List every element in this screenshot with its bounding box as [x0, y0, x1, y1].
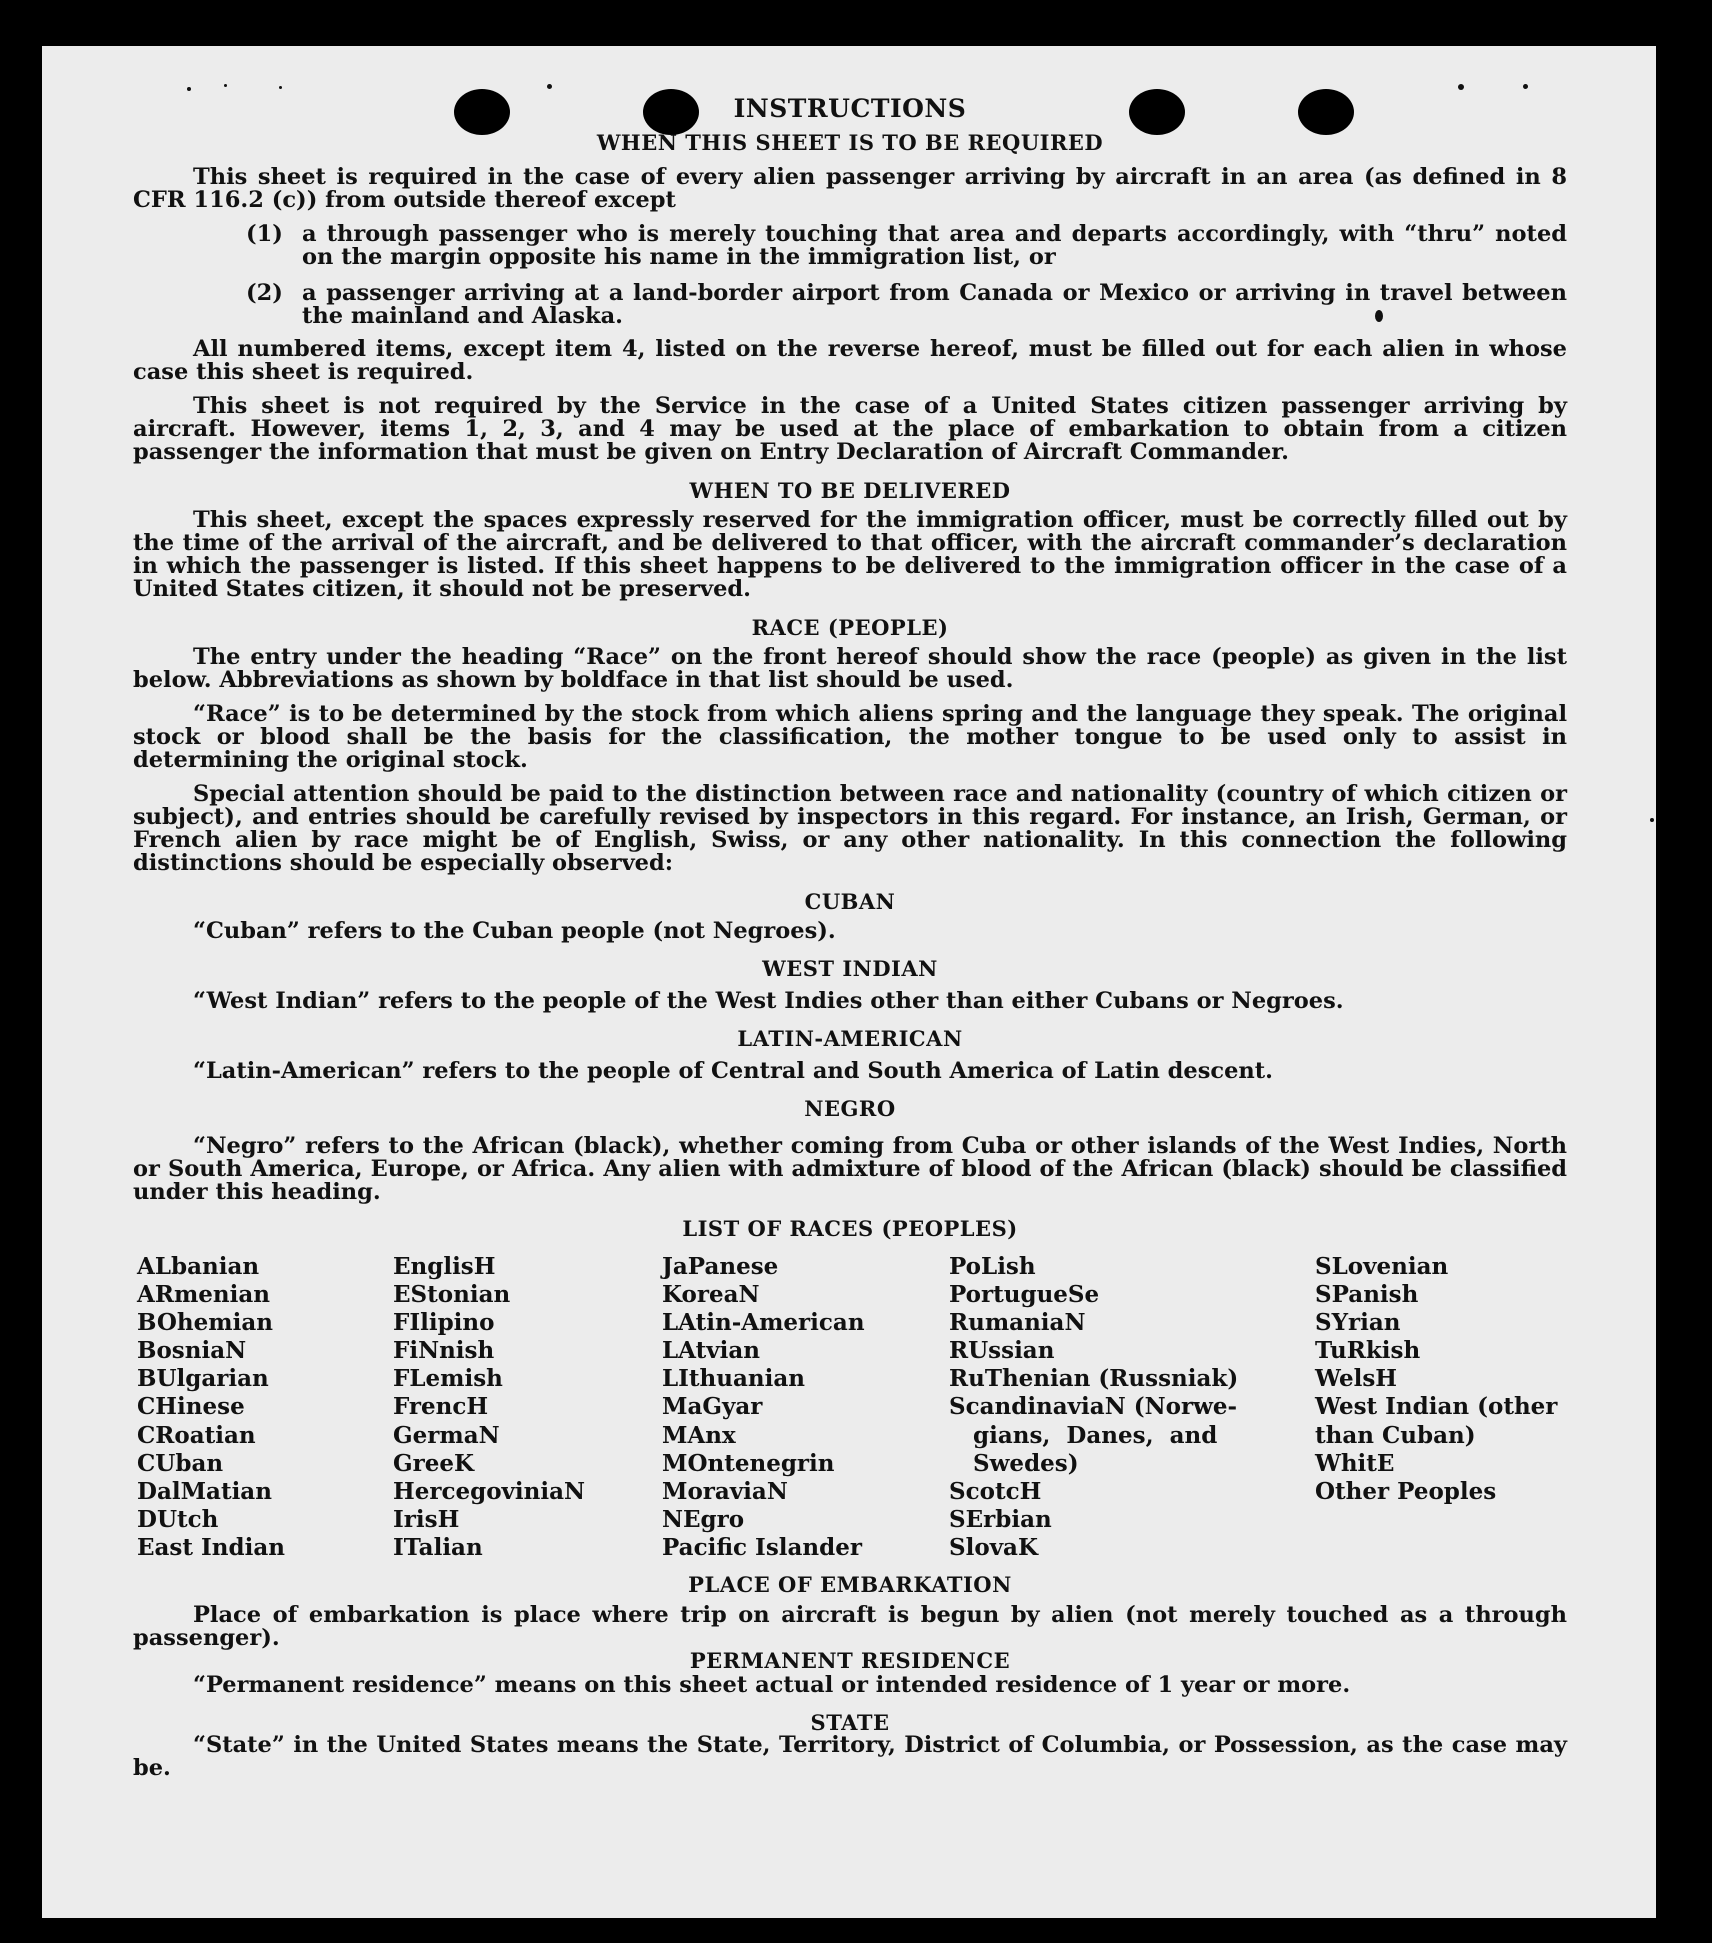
heading-embarkation: PLACE OF EMBARKATION	[688, 1572, 1012, 1597]
race-entry: DUtch	[137, 1505, 219, 1533]
heading-when-delivered: WHEN TO BE DELIVERED	[689, 478, 1011, 503]
race-entry: ScandinaviaN (Norwe-	[949, 1393, 1238, 1421]
paragraph: “State” in the United States means the State, Territory, District of Columbia, or Possession, as the case may be.	[133, 1732, 1567, 1781]
paragraph: “Negro” refers to the African (black), whether coming from Cuba or other islands of the West Indies, North or South America, Europe, or Africa. Any alien with admixture of blood of the African (black) should be classified under this heading.	[133, 1133, 1567, 1205]
race-entry: West Indian (other	[1315, 1393, 1558, 1421]
race-entry: HercegoviniaN	[393, 1477, 586, 1505]
race-entry: KoreaN	[662, 1281, 760, 1309]
speck	[1650, 818, 1654, 822]
race-entry: FLemish	[393, 1365, 503, 1393]
race-entry: RUssian	[949, 1337, 1055, 1365]
race-entry: TuRkish	[1315, 1337, 1421, 1365]
race-entry: LAtin-American	[662, 1309, 865, 1337]
race-entry: ScotcH	[949, 1477, 1042, 1505]
race-entry: RuThenian (Russniak)	[949, 1365, 1239, 1393]
paragraph: “West Indian” refers to the people of the West Indies other than either Cubans or Negroes.	[193, 988, 1344, 1014]
race-entry: CHinese	[137, 1393, 245, 1421]
race-entry: IrisH	[393, 1505, 460, 1533]
speck	[279, 86, 282, 89]
race-entry: ARmenian	[137, 1281, 271, 1309]
paragraph: This sheet, except the spaces expressly reserved for the immigration officer, must be correctly filled out by the time of the arrival of the aircraft, and be delivered to that officer, with the aircraft commander’s declaration in which the passenger is listed. If this sheet happens to be delivered to the immigration officer in the case of a United States citizen, it should not be preserved.	[133, 507, 1567, 602]
race-entry: RumaniaN	[949, 1309, 1086, 1337]
race-entry: MaGyar	[662, 1393, 763, 1421]
race-entry: GreeK	[393, 1449, 475, 1477]
speck	[224, 84, 227, 87]
paragraph: Special attention should be paid to the distinction between race and nationality (country of which citizen or subject), and entries should be carefully revised by inspectors in this regard. For instance, an Irish, German, or French alien by race might be of English, Swiss, or any other nationality. In this connection the following distinctions should be especially observed:	[133, 781, 1567, 876]
race-column-2	[393, 1253, 585, 1562]
paragraph: This sheet is required in the case of every alien passenger arriving by aircraft in an area (as defined in 8 CFR 116.2 (c)) from outside thereof except	[133, 164, 1567, 213]
race-entry: BosniaN	[137, 1337, 247, 1365]
race-entry: SLovenian	[1315, 1253, 1449, 1280]
paragraph: All numbered items, except item 4, listed on the reverse hereof, must be filled out for each alien in whose case this sheet is required.	[133, 336, 1567, 385]
race-entry: MoraviaN	[662, 1477, 788, 1505]
heading-permanent-residence: PERMANENT RESIDENCE	[689, 1648, 1011, 1673]
race-entry: SErbian	[949, 1505, 1052, 1533]
race-entry: WelsH	[1315, 1365, 1398, 1393]
race-entry: FiNnish	[393, 1337, 495, 1365]
speck	[187, 87, 191, 91]
race-entry: Other Peoples	[1315, 1477, 1497, 1505]
heading-when-required: WHEN THIS SHEET IS TO BE REQUIRED	[596, 130, 1104, 155]
race-entry: FrencH	[393, 1393, 489, 1421]
race-entry: EStonian	[393, 1281, 511, 1309]
speck	[547, 84, 552, 89]
heading-negro: NEGRO	[804, 1096, 896, 1121]
race-entry: ALbanian	[137, 1253, 260, 1280]
speck	[1523, 84, 1528, 89]
race-entry: DalMatian	[137, 1477, 272, 1505]
race-entry: Pacific Islander	[662, 1533, 862, 1561]
heading-race: RACE (PEOPLE)	[751, 615, 949, 640]
race-entry: MAnx	[662, 1421, 736, 1449]
race-column-4	[949, 1253, 1238, 1562]
race-entry: SYrian	[1315, 1309, 1401, 1337]
race-entry: EnglisH	[393, 1253, 496, 1280]
race-entry: BOhemian	[137, 1309, 273, 1337]
race-entry: LIthuanian	[662, 1365, 805, 1393]
paragraph: This sheet is not required by the Service in the case of a United States citizen passenger arriving by aircraft. However, items 1, 2, 3, and 4 may be used at the place of embarkation to obtain from a citizen passenger the information that must be given on Entry Declaration of Aircraft Commander.	[133, 393, 1567, 465]
page-title: INSTRUCTIONS	[733, 94, 967, 123]
heading-west-indian: WEST INDIAN	[762, 956, 938, 981]
race-entry: CRoatian	[137, 1421, 256, 1449]
paragraph: “Race” is to be determined by the stock from which aliens spring and the language they speak. The original stock or blood shall be the basis for the classification, the mother tongue to be used only to assist in determining the original stock.	[133, 701, 1567, 773]
race-entry: SlovaK	[949, 1533, 1038, 1561]
race-entry: JaPanese	[662, 1253, 779, 1280]
race-entry: BUlgarian	[137, 1365, 269, 1393]
race-column-1	[137, 1253, 285, 1562]
race-entry: GermaN	[393, 1421, 500, 1449]
heading-cuban: CUBAN	[804, 889, 896, 914]
race-entry: MOntenegrin	[662, 1449, 835, 1477]
race-entry: SPanish	[1315, 1281, 1419, 1309]
race-entry: CUban	[137, 1449, 224, 1477]
race-entry: PoLish	[949, 1253, 1036, 1280]
race-entry: ITalian	[393, 1533, 483, 1561]
paragraph: “Permanent residence” means on this sheet actual or intended residence of 1 year or more.	[193, 1672, 1351, 1698]
paragraph: The entry under the heading “Race” on the front hereof should show the race (people) as given in the list below. Abbreviations as shown by boldface in that list should be used.	[133, 644, 1567, 693]
speck	[1458, 84, 1464, 90]
race-entry: WhitE	[1315, 1449, 1395, 1477]
race-entry: gians, Danes, and	[949, 1421, 1218, 1449]
race-entry: Swedes)	[949, 1449, 1079, 1477]
paragraph: “Cuban” refers to the Cuban people (not Negroes).	[193, 918, 836, 944]
race-column-3	[662, 1253, 865, 1562]
race-entry: than Cuban)	[1315, 1421, 1476, 1449]
race-entry: PortugueSe	[949, 1281, 1100, 1309]
race-entry: LAtvian	[662, 1337, 760, 1365]
heading-list-of-races: LIST OF RACES (PEOPLES)	[682, 1216, 1018, 1241]
race-entry: East Indian	[137, 1533, 285, 1561]
race-entry: FIlipino	[393, 1309, 495, 1337]
heading-latin-american: LATIN-AMERICAN	[737, 1026, 963, 1051]
document-sheet: INSTRUCTIONS WHEN THIS SHEET IS TO BE REQUIRED This sheet is required in the case of every alien passenger arriving by aircraft in an area (as defined in 8 CFR 116.2 (c)) from outside thereof except (1) a through passenger who is merely touching that area and departs accordingly, with “thru” noted on the margin opposite his name in the immigration list, or (2) a passenger arriving at a land-border airport from Canada or Mexico or arriving in travel between the mainland and Alaska. All numbered items, except item 4, listed on the reverse hereof, must be filled out for each alien in whose case this sheet is required. This sheet is not required by the Service in the case of a United States citizen passenger arriving by aircraft. However, items 1, 2, 3, and 4 may be used at the place of embarkation to obtain from a citizen passenger the information that must be given on Entry Declaration of Aircraft Commander. WHEN TO BE DELIVERED This sheet, except the spaces expressly reserved for the immigration officer, must be correctly filled out by the time of the arrival of the aircraft, and be delivered to that officer, with the aircraft commander’s declaration in which the passenger is listed. If this sheet happens to be delivered to the immigration officer in the case of a United States citizen, it should not be preserved. RACE (PEOPLE) The entry under the heading “Race” on the front hereof should show the race (people) as given in the list below. Abbreviations as shown by boldface in that list should be used. “Race” is to be determined by the stock from which aliens spring and the language they speak. The original stock or blood shall be the basis for the classification, the mother tongue to be used only to assist in determining the original stock. Special attention should be paid to the distinction between race and nationality (country of which citizen or subject), and entries should be carefully revised by inspectors in this regard. For instance, an Irish, German, or French alien by race might be of English, Swiss, or any other nationality. In this connection the following distinctions should be especially observed: CUBAN “Cuban” refers to the Cuban people (not Negroes). WEST INDIAN “West Indian” refers to the people of the West Indies other than either Cubans or Negroes. LATIN-AMERICAN “Latin-American” refers to the people of Central and South America of Latin descent. NEGRO “Negro” refers to the African (black), whether coming from Cuba or other islands of the West Indies, North or South America, Europe, or Africa. Any alien with admixture of blood of the African (black) should be classified under this heading. LIST OF RACES (PEOPLES) ALbanian ARmenian BOhemian BosniaN BUlgarian CHinese CRoatian CUban DalMatian DUtch East Indian EnglisH EStonian FIlipino FiNnish FLemish FrencH GermaN GreeK HercegoviniaN IrisH ITalian JaPanese KoreaN LAtin-American LAtvian LIthuanian MaGyar MAnx MOntenegrin MoraviaN NEgro Pacific Islander PoLish PortugueSe RumaniaN RUssian RuThenian (Russniak) ScandinaviaN (Norwe- gians, Danes, and Swedes) ScotcH SErbian SlovaK SLovenian SPanish SYrian TuRkish WelsH West Indian (other than Cuban) WhitE Other Peoples PLACE OF EMBARKATION Place of embarkation is place where trip on aircraft is begun by alien (not merely touched as a through passenger). PERMANENT RESIDENCE “Permanent residence” means on this sheet actual or intended residence of 1 year or more. STATE “State” in the United States means the State, Territory, District of Columbia, or Possession, as the case may be.	[42, 46, 1656, 1918]
race-column-5	[1315, 1253, 1557, 1506]
paragraph: Place of embarkation is place where trip on aircraft is begun by alien (not merely touched as a through passenger).	[133, 1602, 1567, 1651]
heading-state: STATE	[810, 1710, 890, 1735]
race-entry: NEgro	[662, 1505, 745, 1533]
paragraph: “Latin-American” refers to the people of Central and South America of Latin descent.	[193, 1058, 1273, 1084]
